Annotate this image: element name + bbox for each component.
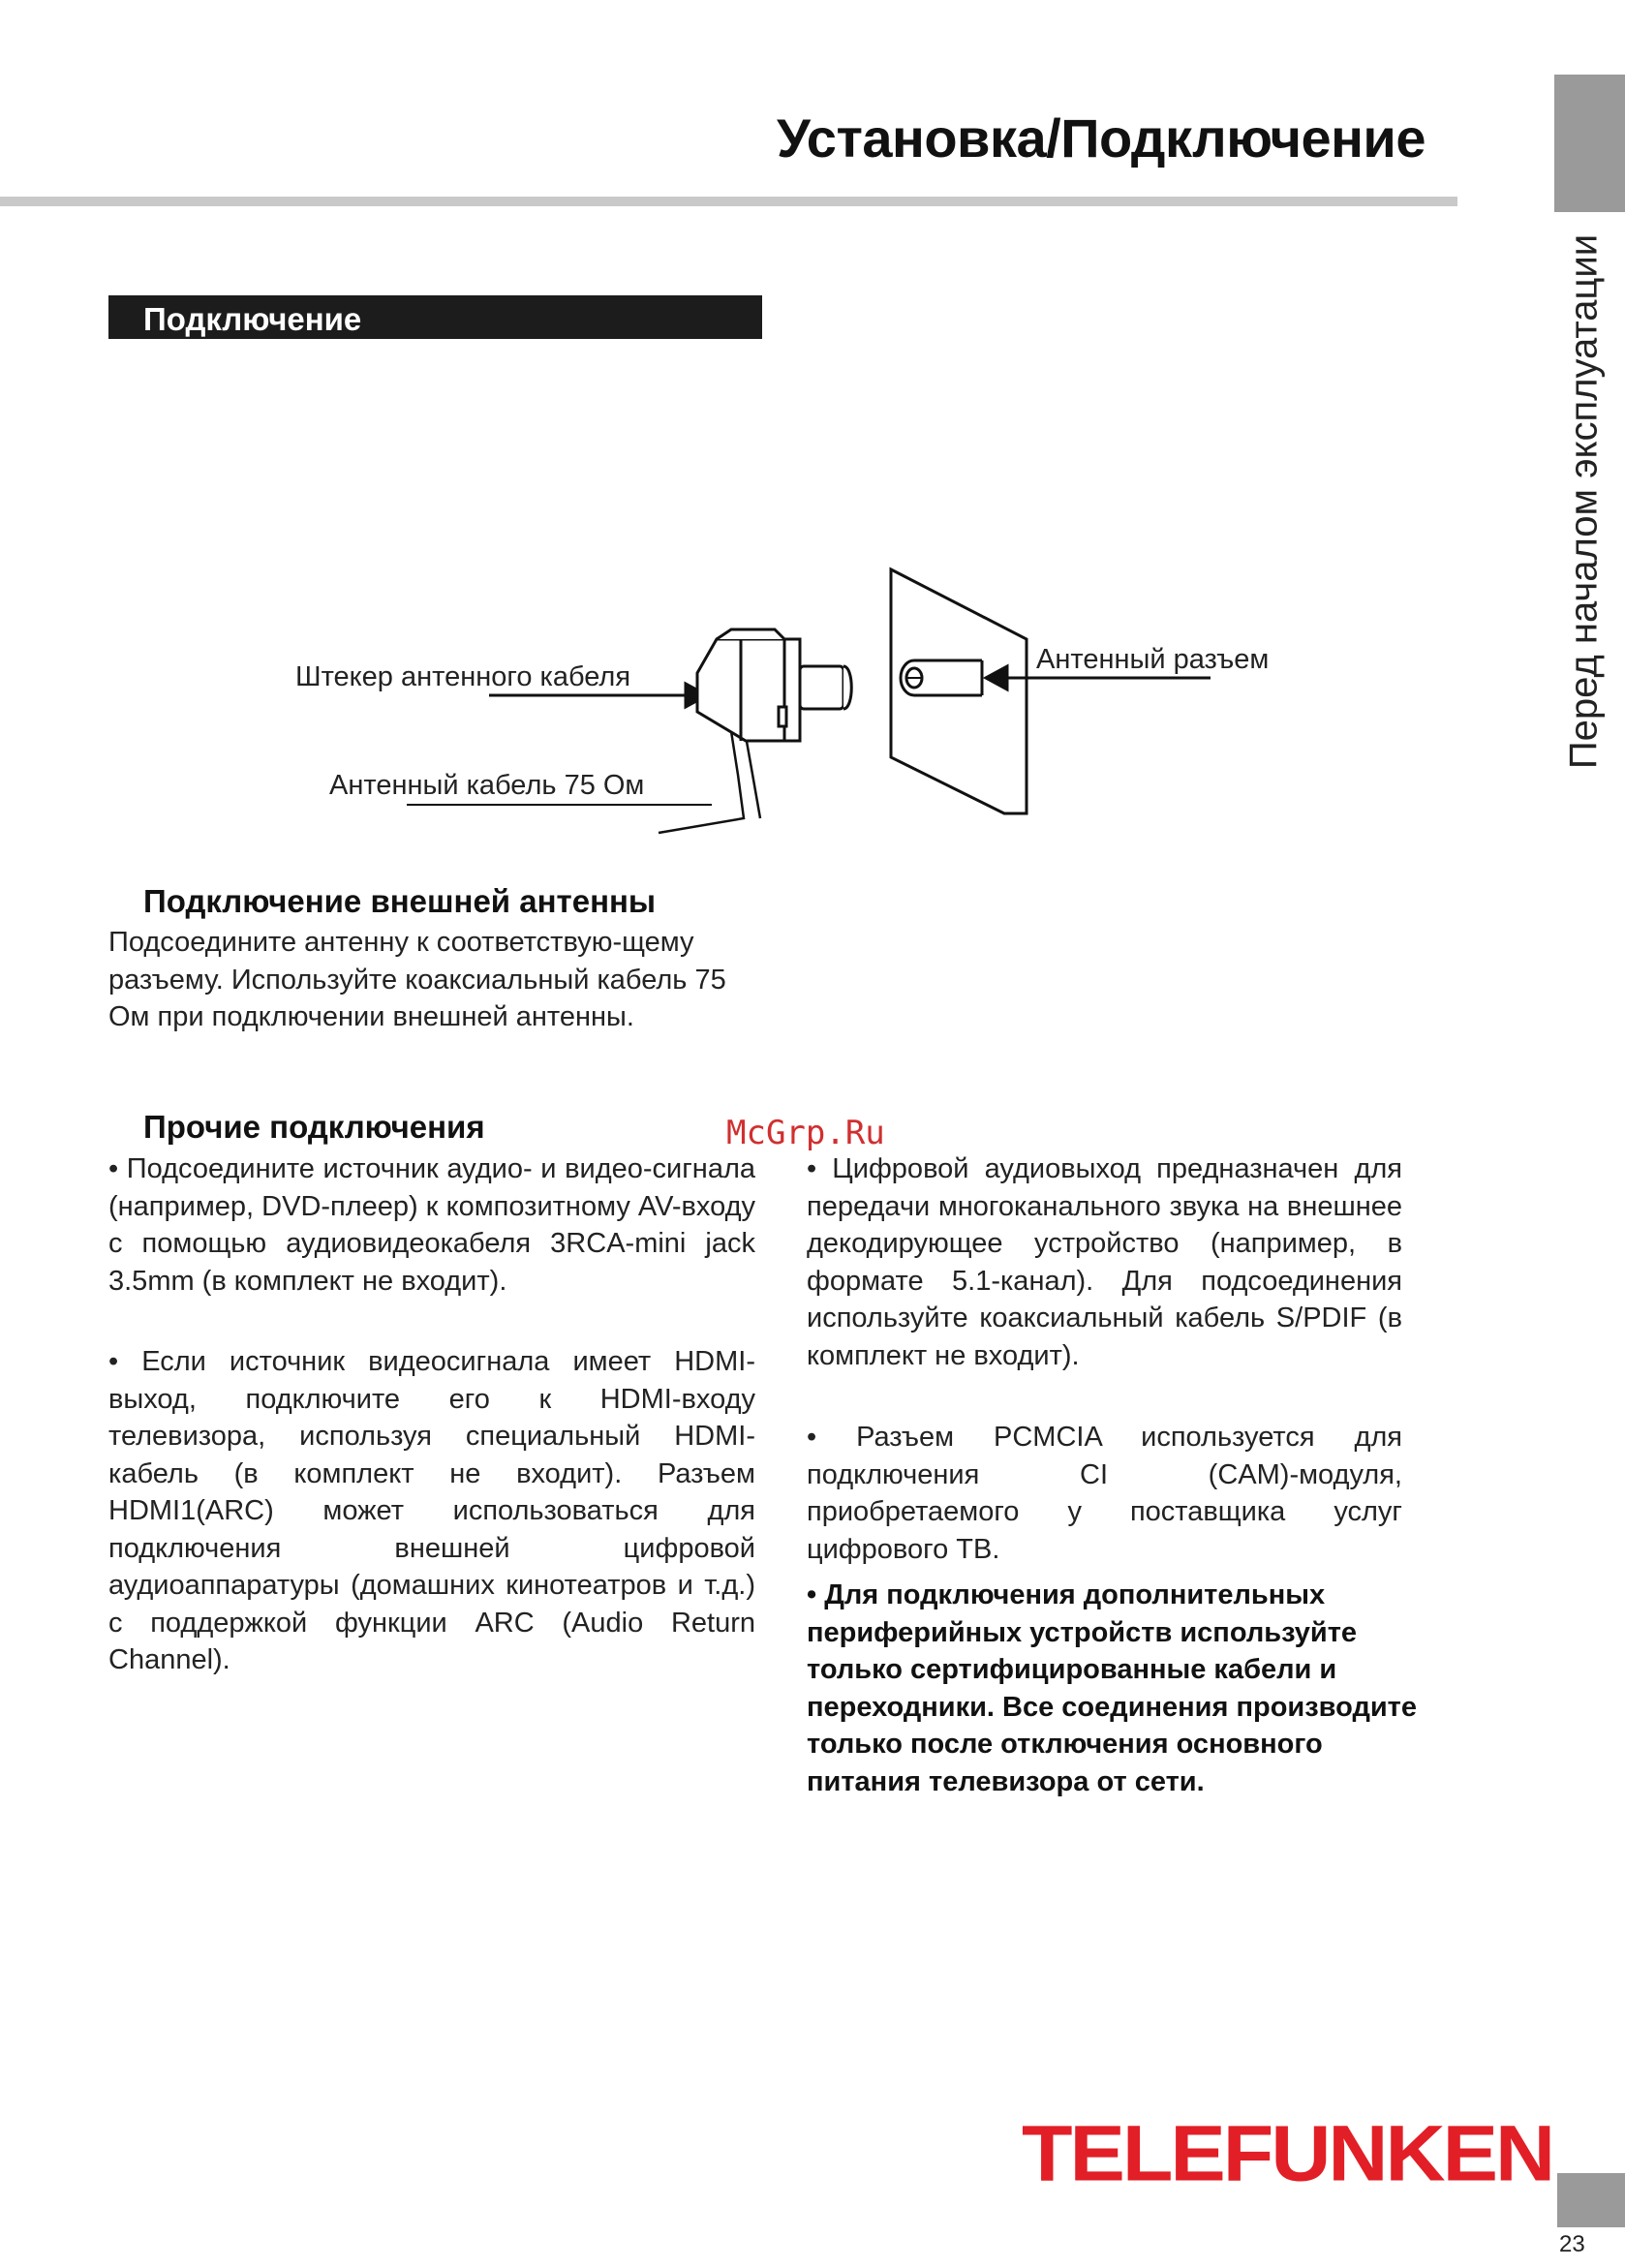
- page-number: 23: [1559, 2231, 1585, 2257]
- left-list-item: • Если источник видеосигнала имеет HDMI-выход, подключите его к HDMI-входу телевизора, используя специальный HDMI-кабель (в комплект не входит). Разъем HDMI1(ARC) может использоваться для подключения внешней цифровой аудиоаппаратуры (домашних кинотеатров и т.д.) с поддержкой функции ARC (Audio Return Channel).: [108, 1346, 755, 1675]
- antenna-plug-icon: [697, 629, 851, 741]
- right-list-item: • Цифровой аудиовыход предназначен для передачи многоканального звука на внешнее декодирующее устройство (например, в формате 5.1-канал). Для подсоединения используйте коаксиальный кабель S/PDIF (в комплект не входит).: [807, 1153, 1402, 1371]
- external-antenna-text: Подсоедините антенну к соответствую-щему разъему. Используйте коаксиальный кабель 75 Ом при подключении внешней антенны.: [108, 927, 726, 1032]
- label-antenna-cable: Антенный кабель 75 Ом: [329, 770, 645, 801]
- label-antenna-plug: Штекер антенного кабеля: [295, 661, 631, 692]
- left-list-item: • Подсоедините источник аудио- и видео-сигнала (например, DVD-плеер) к композитному AV-входу с помощью аудиовидеокабеля 3RCA-mini jack 3.5mm (в комплект не входит).: [108, 1153, 755, 1297]
- watermark: McGrp.Ru: [726, 1114, 885, 1152]
- side-tab: [1545, 221, 1624, 782]
- external-antenna-heading: Подключение внешней антенны: [143, 883, 657, 919]
- telefunken-logo: TELEFUNKEN: [1022, 2109, 1553, 2198]
- antenna-cable: [659, 731, 760, 833]
- side-tab-marker: [1554, 75, 1625, 212]
- right-list-item: • Разъем PCMCIA используется для подключения CI (CAM)-модуля, приобретаемого у поставщика услуг цифрового ТВ.: [807, 1422, 1402, 1565]
- antenna-connection-diagram: [0, 542, 1356, 872]
- section-header: [108, 295, 762, 339]
- page-title: Установка/Подключение: [776, 107, 1426, 169]
- antenna-socket-icon: [891, 569, 1027, 813]
- section-title: Подключение: [143, 301, 362, 337]
- safety-warning: • Для подключения дополнительных периферийных устройств используйте только сертифицированные кабели и переходники. Все соединения производите только после отключения основного питания телевизора от сети.: [807, 1579, 1418, 1797]
- other-connections-heading: Прочие подключения: [143, 1109, 485, 1145]
- title-divider: [0, 197, 1457, 206]
- label-antenna-socket: Антенный разъем: [1036, 644, 1270, 675]
- page-tab-marker: [1557, 2173, 1625, 2227]
- side-tab-label: Перед началом эксплуатации: [1562, 233, 1606, 770]
